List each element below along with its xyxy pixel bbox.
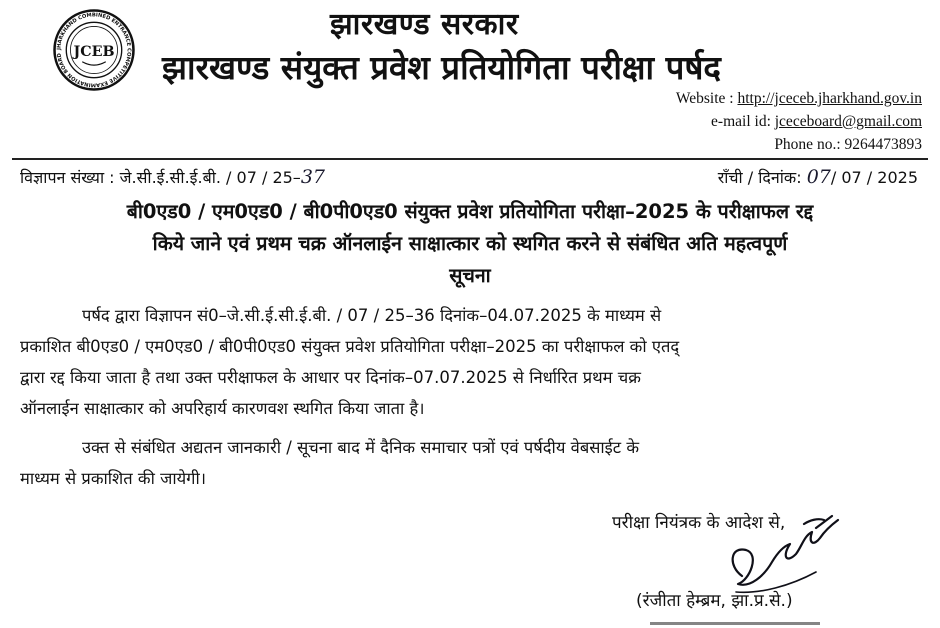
- svg-text:JHARKHAND COMBINED ENTRANCE CO: JHARKHAND COMBINED ENTRANCE COMPETITIVE EXAMINATION BOARD: [56, 12, 132, 88]
- website-label: Website :: [675, 90, 738, 107]
- subject-line: सूचना: [449, 264, 491, 287]
- phone-line: [774, 136, 922, 154]
- email-line: [711, 113, 922, 131]
- officer-name: (रंजीता हेम्ब्रम, झा.प्र.से.): [636, 591, 793, 611]
- header-divider: [12, 158, 928, 160]
- paragraph-line: ऑनलाईन साक्षात्कार को अपरिहार्य कारणवश स्थगित किया जाता है।: [20, 399, 425, 418]
- place-date: [718, 166, 918, 188]
- paragraph-line: उक्त से संबंधित अद्यतन जानकारी / सूचना बाद में दैनिक समाचार पत्रों एवं पर्षदीय वेबसाईट के: [82, 438, 640, 457]
- email-label: e-mail id:: [711, 113, 775, 130]
- date-rest: / 07 / 2025: [830, 168, 918, 187]
- board-title: झारखण्ड संयुक्त प्रवेश प्रतियोगिता परीक्षा पर्षद: [162, 48, 721, 87]
- paragraph-line: प्रकाशित बी0एड0 / एम0एड0 / बी0पी0एड0 संयुक्त प्रवेश प्रतियोगिता परीक्षा–2025 का परीक्षाफल को एतद्: [20, 337, 680, 356]
- svg-text:JCEB: JCEB: [73, 43, 115, 60]
- paragraph-line: पर्षद द्वारा विज्ञापन सं0–जे.सी.ई.सी.ई.बी. / 07 / 25–36 दिनांक–04.07.2025 के माध्यम से: [82, 306, 662, 325]
- advertisement-reference: [20, 166, 325, 188]
- subject-line: बी0एड0 / एम0एड0 / बी0पी0एड0 संयुक्त प्रवेश प्रतियोगिता परीक्षा–2025 के परीक्षाफल रद्द: [126, 200, 814, 223]
- body-paragraph-1: [20, 300, 922, 424]
- date-day-handwritten: 07: [806, 166, 831, 188]
- cropped-designation-line: [650, 616, 820, 628]
- place-date-label: राँची / दिनांक:: [717, 168, 807, 187]
- paragraph-line: माध्यम से प्रकाशित की जायेगी।: [20, 469, 206, 488]
- order-text: परीक्षा नियंत्रक के आदेश से,: [612, 513, 786, 533]
- body-paragraph-2: [20, 432, 922, 494]
- jceceb-logo-seal: [52, 8, 136, 92]
- website-line: [676, 90, 922, 108]
- phone-number: 9264473893: [844, 136, 922, 153]
- phone-label: Phone no.:: [774, 136, 845, 153]
- email-link[interactable]: jceceboard@gmail.com: [774, 113, 922, 130]
- subject-line: किये जाने एवं प्रथम चक्र ऑनलाईन साक्षात्कार को स्थगित करने से संबंधित अति महत्वपूर्ण: [152, 232, 788, 255]
- govt-title: झारखण्ड सरकार: [330, 7, 519, 42]
- ref-label: विज्ञापन संख्या : जे.सी.ई.सी.ई.बी. / 07 / 25–: [20, 168, 301, 187]
- website-link[interactable]: http://jceceb.jharkhand.gov.in: [737, 90, 922, 107]
- ref-number-handwritten: 37: [300, 166, 325, 188]
- paragraph-line: द्वारा रद्द किया जाता है तथा उक्त परीक्षाफल के आधार पर दिनांक–07.07.2025 से निर्धारित प्रथम चक्र: [20, 368, 641, 387]
- notice-subject: [14, 196, 926, 292]
